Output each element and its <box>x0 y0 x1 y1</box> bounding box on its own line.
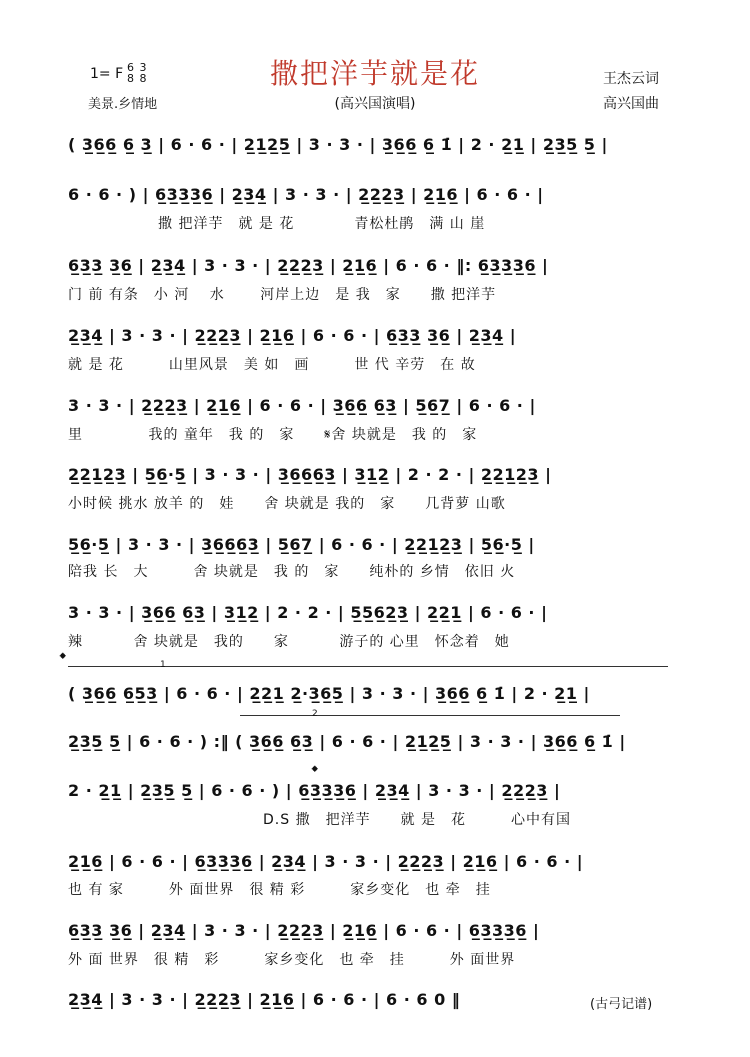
lyrics: 门 前 有条 小 河 水 河岸上边 是 我 家 撒 把洋芋 <box>68 287 497 303</box>
song-title: 撒把洋芋就是花 <box>269 57 480 90</box>
lyrics: 陪我 长 大 舍 块就是 我 的 家 纯朴的 乡情 依旧 火 <box>68 564 516 580</box>
meter-denominators: 8 8 <box>127 72 147 85</box>
song-subtitle: (高兴国演唱) <box>334 96 416 112</box>
lyrics: 也 有 家 外 面世界 很 精 彩 家乡变化 也 牵 挂 <box>68 882 491 898</box>
notation: ( 3̲6̲6̲ 6̲5̲3̲ | 6 · 6 · | 2̲2̲1̲ 2̲·3̲6̲5̲ | 3 · 3 · | 3̲6̲6̲ 6̲ 1̇ | 2 · 2̲1̲ | <box>68 684 590 703</box>
notation: 6̲3̲3̲ 3̲6̲ | 2̲3̲4̲ | 3 · 3 · | 2̲2̲2̲3̲ | 2̲1̲6̲ | 6 · 6 · ‖: 6̲3̲3̲3̲6̲ | <box>68 256 549 275</box>
composer-credit: 高兴国曲 <box>603 96 659 112</box>
lyrics: 辣 舍 块就是 我的 家 游子的 心里 怀念着 她 <box>68 634 510 650</box>
volta-line-2 <box>240 715 620 716</box>
notation: 3 · 3 · | 2̲2̲2̲3̲ | 2̲1̲6̲ | 6 · 6 · | 3̲6̲6̲ 6̲3̲ | 5̲6̲7̲ | 6 · 6 · | <box>68 396 536 415</box>
tempo-style: 美景.乡情地 <box>88 97 158 112</box>
coda-icon: 𝄌 <box>312 762 318 781</box>
notation: 6 · 6 · ) | 6̲3̲3̲3̲6̲ | 2̲3̲4̲ | 3 · 3 · | 2̲2̲2̲3̲ | 2̲1̲6̲ | 6 · 6 · | <box>68 185 544 204</box>
lyricist-credit: 王杰云词 <box>603 71 659 87</box>
volta-line-1 <box>68 666 668 667</box>
notation: 5̲6̲·5̲ | 3 · 3 · | 3̲6̲6̲6̲3̲ | 5̲6̲7̲ | 6 · 6 · | 2̲2̲1̲2̲3̲ | 5̲6̲·5̲ | <box>68 535 535 554</box>
notation: 2̲2̲1̲2̲3̲ | 5̲6̲·5̲ | 3 · 3 · | 3̲6̲6̲6̲3̲ | 3̲1̲2̲ | 2 · 2 · | 2̲2̲1̲2̲3̲ | <box>68 465 552 484</box>
lyrics: 就 是 花 山里风景 美 如 画 世 代 辛劳 在 故 <box>68 357 476 373</box>
lyrics: 小时候 挑水 放羊 的 娃 舍 块就是 我的 家 几背萝 山歌 <box>68 496 506 512</box>
notation: 3 · 3 · | 3̲6̲6̲ 6̲3̲ | 3̲1̲2̲ | 2 · 2 · | 5̲5̲6̲2̲3̲ | 2̲2̲1̲ | 6 · 6 · | <box>68 603 548 622</box>
transcriber-note: (古弓记谱) <box>590 997 653 1012</box>
key-signature: 1= F <box>90 66 124 82</box>
notation: ( 3̲6̲6̲ 6̲ 3̲ | 6 · 6 · | 2̲1̲2̲5̲ | 3 · 3 · | 3̲6̲6̲ 6̲ 1̇ | 2 · 2̲1̲ | 2̲3̲5̲ 5̲ | <box>68 135 608 154</box>
notation: 6̲3̲3̲ 3̲6̲ | 2̲3̲4̲ | 3 · 3 · | 2̲2̲2̲3̲ | 2̲1̲6̲ | 6 · 6 · | 6̲3̲3̲3̲6̲ | <box>68 921 540 940</box>
notation: 2̲3̲5̲ 5̲ | 6 · 6 · ) :‖ ( 3̲6̲6̲ 6̲3̲ | 6 · 6 · | 2̲1̲2̲5̲ | 3 · 3 · | 3̲6̲6̲ 6̲ 1̇ | <box>68 732 626 751</box>
volta-number-1: 1 <box>160 660 166 670</box>
notation: 2 · 2̲1̲ | 2̲3̲5̲ 5̲ | 6 · 6 · ) | 6̲3̲3̲3̲6̲ | 2̲3̲4̲ | 3 · 3 · | 2̲2̲2̲3̲ | <box>68 781 561 800</box>
lyrics: 撒 把洋芋 就 是 花 青松杜鹃 满 山 崖 <box>68 216 486 232</box>
coda-icon: 𝄌 <box>60 649 66 668</box>
notation: 2̲1̲6̲ | 6 · 6 · | 6̲3̲3̲3̲6̲ | 2̲3̲4̲ | 3 · 3 · | 2̲2̲2̲3̲ | 2̲1̲6̲ | 6 · 6 · | <box>68 852 584 871</box>
notation: 2̲3̲4̲ | 3 · 3 · | 2̲2̲2̲3̲ | 2̲1̲6̲ | 6 · 6 · | 6 · 6 0 ‖ <box>68 990 461 1009</box>
lyrics: D.S 撒 把洋芋 就 是 花 心中有国 <box>68 812 572 828</box>
meter-numerators: 6 3 <box>127 61 147 74</box>
volta-number-2: 2 <box>312 709 318 719</box>
notation: 2̲3̲4̲ | 3 · 3 · | 2̲2̲2̲3̲ | 2̲1̲6̲ | 6 · 6 · | 6̲3̲3̲ 3̲6̲ | 2̲3̲4̲ | <box>68 326 517 345</box>
lyrics: 外 面 世界 很 精 彩 家乡变化 也 牵 挂 外 面世界 <box>68 952 516 968</box>
lyrics: 里 我的 童年 我 的 家 𝄋舍 块就是 我 的 家 <box>68 427 478 443</box>
time-signature <box>125 62 149 84</box>
